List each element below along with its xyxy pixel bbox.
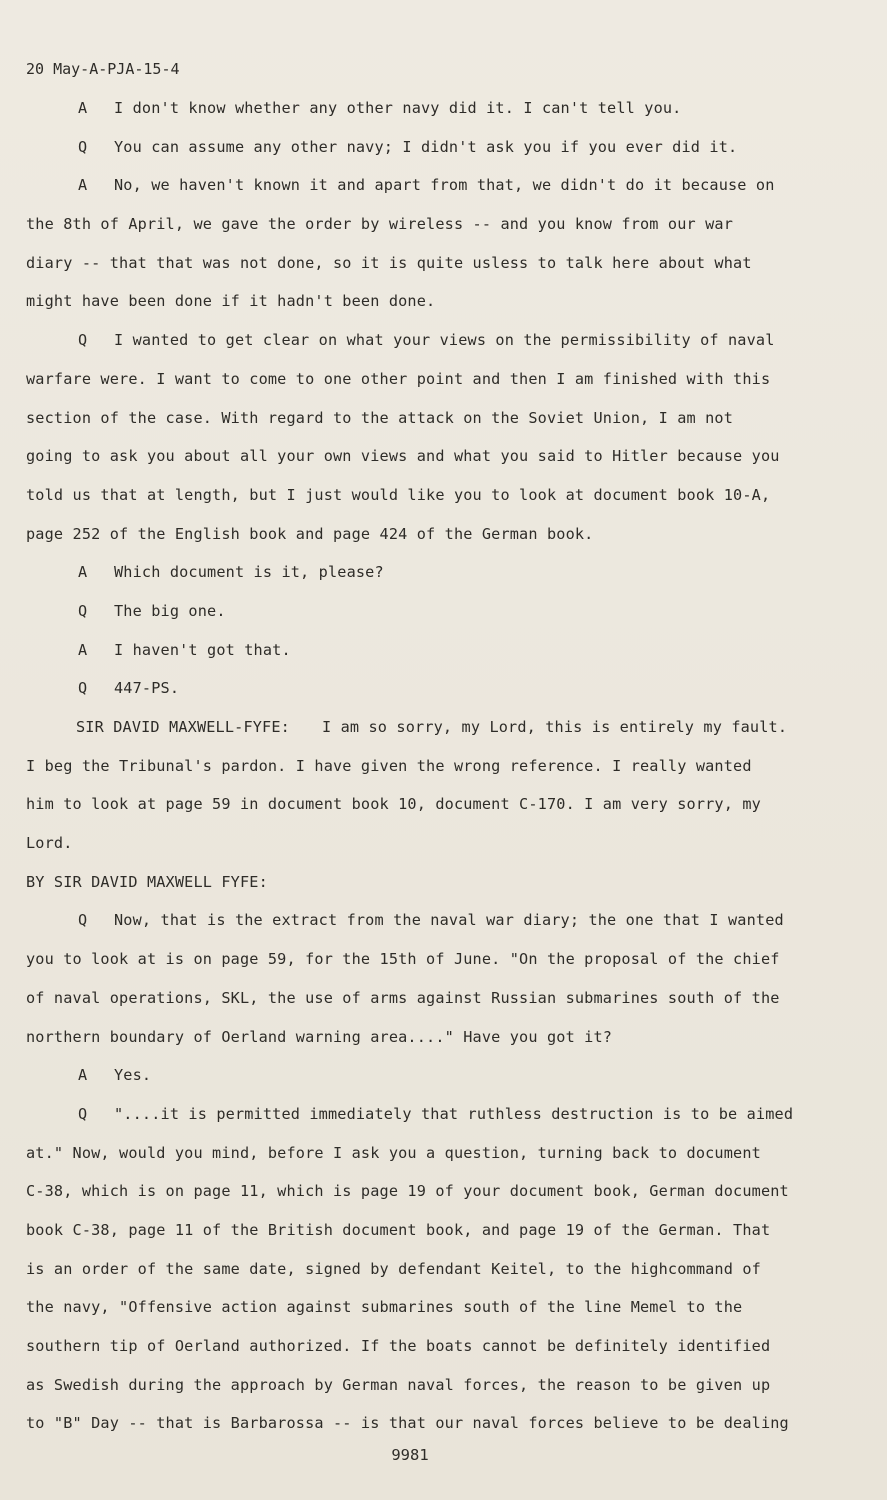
line-text: No, we haven't known it and apart from that, we didn't do it because on <box>114 176 775 195</box>
transcript-line <box>26 631 826 670</box>
transcript-line <box>26 360 826 399</box>
answer-marker: A <box>78 1066 88 1085</box>
transcript-line <box>26 128 826 167</box>
answer-marker: A <box>78 99 88 117</box>
page-reference: 20 May-A-PJA-15-4 <box>26 60 180 78</box>
line-text: of naval operations, SKL, the use of arms against Russian submarines south of the <box>26 988 780 1007</box>
line-text: might have been done if it hadn't been done. <box>26 292 436 311</box>
line-text: Which document is it, please? <box>114 563 384 582</box>
transcript-line <box>26 205 826 244</box>
line-text: the 8th of April, we gave the order by wireless -- and you know from our war <box>26 215 734 234</box>
answer-marker: A <box>78 640 88 659</box>
transcript-line <box>26 244 826 283</box>
question-marker: Q <box>78 1104 88 1123</box>
line-text: I don't know whether any other navy did it. I can't tell you. <box>114 99 682 117</box>
transcript-line <box>26 1211 826 1250</box>
line-text: at." Now, would you mind, before I ask you a question, turning back to document <box>26 1143 761 1162</box>
transcript-line <box>26 515 826 554</box>
question-marker: Q <box>78 601 88 620</box>
line-text: to "B" Day -- that is Barbarossa -- is that our naval forces believe to be dealing <box>26 1414 789 1433</box>
transcript-line <box>26 1327 826 1366</box>
transcript-line <box>26 1056 826 1095</box>
question-marker: Q <box>78 331 88 350</box>
line-text: "....it is permitted immediately that ruthless destruction is to be aimed <box>114 1104 794 1123</box>
transcript-line <box>26 166 826 205</box>
speaker-label: SIR DAVID MAXWELL-FYFE: <box>76 718 290 736</box>
section-heading-text: BY SIR DAVID MAXWELL FYFE: <box>26 872 268 891</box>
line-text: warfare were. I want to come to one other point and then I am finished with this <box>26 369 771 388</box>
line-text: I beg the Tribunal's pardon. I have given the wrong reference. I really wanted <box>26 756 752 775</box>
transcript-line <box>26 708 826 747</box>
line-text: I haven't got that. <box>114 640 291 659</box>
line-text: C-38, which is on page 11, which is page 19 of your document book, German document <box>26 1182 789 1201</box>
line-text: as Swedish during the approach by German naval forces, the reason to be given up <box>26 1375 771 1394</box>
transcript-line <box>26 901 826 940</box>
question-marker: Q <box>78 911 88 930</box>
line-text: section of the case. With regard to the attack on the Soviet Union, I am not <box>26 408 734 427</box>
line-text: told us that at length, but I just would like you to look at document book 10-A, <box>26 485 771 504</box>
transcript-line <box>26 1404 826 1443</box>
transcript-line <box>26 824 826 863</box>
transcript-line <box>26 592 826 631</box>
transcript-line <box>26 1250 826 1289</box>
line-text: I am so sorry, my Lord, this is entirely my fault. <box>321 718 788 736</box>
transcript-line <box>26 89 826 128</box>
line-text: you to look at is on page 59, for the 15th of June. "On the proposal of the chief <box>26 950 780 969</box>
transcript-line <box>26 553 826 592</box>
line-text: You can assume any other navy; I didn't ask you if you ever did it. <box>114 137 738 156</box>
question-marker: Q <box>78 679 88 698</box>
question-marker: Q <box>78 137 88 156</box>
answer-marker: A <box>78 176 88 195</box>
transcript-line <box>26 669 826 708</box>
transcript-line <box>26 321 826 360</box>
transcript-line <box>26 282 826 321</box>
transcript-line <box>26 979 826 1018</box>
line-text: Now, that is the extract from the naval war diary; the one that I wanted <box>114 911 784 930</box>
transcript-line <box>26 476 826 515</box>
transcript-line <box>26 940 826 979</box>
line-text: 447-PS. <box>114 679 180 698</box>
line-text: Lord. <box>26 834 73 853</box>
line-text: I wanted to get clear on what your views on the permissibility of naval <box>114 331 775 350</box>
line-text: southern tip of Oerland authorized. If the boats cannot be definitely identified <box>26 1337 771 1355</box>
transcript-line <box>26 1366 826 1405</box>
transcript-line <box>26 1018 826 1057</box>
line-text: Yes. <box>114 1066 152 1085</box>
line-text: going to ask you about all your own views and what you said to Hitler because you <box>26 447 780 466</box>
line-text: page 252 of the English book and page 424 of the German book. <box>26 524 594 543</box>
line-text: diary -- that that was not done, so it is quite usless to talk here about what <box>26 253 752 272</box>
transcript-line <box>26 399 826 438</box>
line-text: is an order of the same date, signed by defendant Keitel, to the highcommand of <box>26 1259 761 1278</box>
transcript-line <box>26 785 826 824</box>
line-text: him to look at page 59 in document book 10, document C-170. I am very sorry, my <box>26 795 761 814</box>
transcript-body <box>26 50 826 1443</box>
transcript-line <box>26 437 826 476</box>
transcript-line <box>26 747 826 786</box>
line-text: The big one. <box>114 601 226 620</box>
line-text: northern boundary of Oerland warning area...." Have you got it? <box>26 1027 613 1046</box>
line-text: the navy, "Offensive action against submarines south of the line Memel to the <box>26 1298 743 1317</box>
line-text: book C-38, page 11 of the British document book, and page 19 of the German. That <box>26 1220 771 1239</box>
section-heading <box>26 863 826 902</box>
page-number: 9981 <box>391 1446 429 1464</box>
transcript-line <box>26 1172 826 1211</box>
answer-marker: A <box>78 563 88 582</box>
transcript-line <box>26 1288 826 1327</box>
transcript-line <box>26 1095 826 1134</box>
transcript-line <box>26 1134 826 1173</box>
